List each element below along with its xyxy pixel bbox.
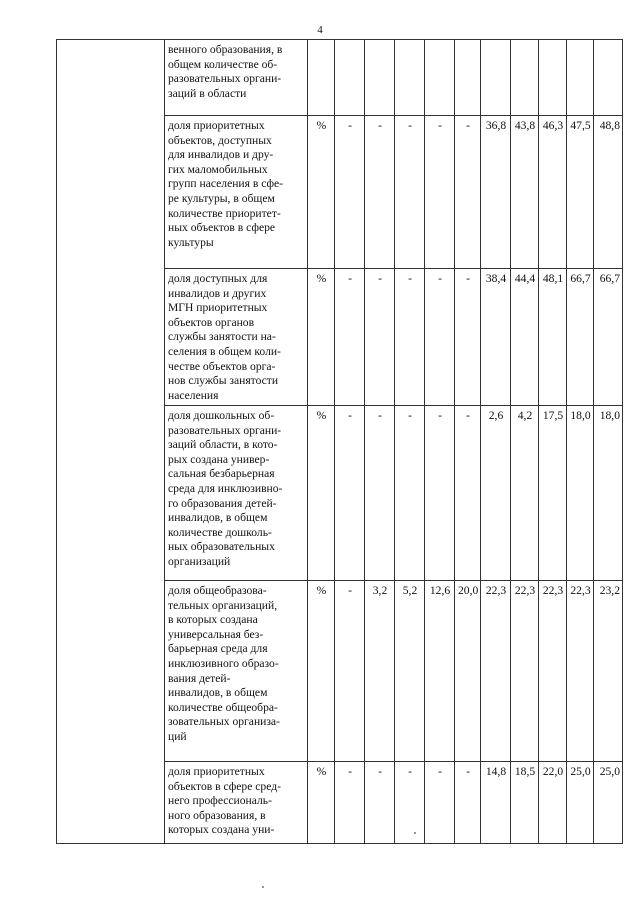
- value-cell: 38,4: [481, 269, 511, 406]
- value-cell: [539, 40, 567, 116]
- value-cell: [395, 40, 425, 116]
- value-cell: -: [365, 269, 395, 406]
- value-cell: 25,0: [594, 762, 623, 844]
- value-cell: -: [395, 762, 425, 844]
- unit-cell: %: [308, 762, 335, 844]
- value-cell: 36,8: [481, 116, 511, 269]
- indicator-cell: венного образования, в общем количестве об- разовательных органи- заций в области: [165, 40, 308, 116]
- value-cell: 23,2: [594, 581, 623, 762]
- value-cell: [365, 40, 395, 116]
- value-cell: -: [455, 406, 481, 581]
- unit-cell: %: [308, 116, 335, 269]
- value-cell: -: [365, 406, 395, 581]
- value-cell: [567, 40, 594, 116]
- unit-cell: %: [308, 581, 335, 762]
- value-cell: [425, 40, 455, 116]
- value-cell: 22,3: [481, 581, 511, 762]
- value-cell: 44,4: [511, 269, 539, 406]
- value-cell: -: [335, 406, 365, 581]
- value-cell: 3,2: [365, 581, 395, 762]
- unit-cell: %: [308, 406, 335, 581]
- value-cell: -: [425, 269, 455, 406]
- scan-speck: [262, 886, 264, 888]
- value-cell: [511, 40, 539, 116]
- value-cell: [455, 40, 481, 116]
- value-cell: -: [335, 116, 365, 269]
- value-cell: -: [365, 762, 395, 844]
- value-cell: -: [335, 581, 365, 762]
- value-cell: 17,5: [539, 406, 567, 581]
- value-cell: 14,8: [481, 762, 511, 844]
- value-cell: 22,3: [567, 581, 594, 762]
- value-cell: 18,5: [511, 762, 539, 844]
- value-cell: 48,8: [594, 116, 623, 269]
- indicator-cell: доля доступных для инвалидов и других МГН приоритетных объектов органов службы занятости на- селения в общем коли- честве объектов орга- нов службы занятости населения: [165, 269, 308, 406]
- value-cell: 48,1: [539, 269, 567, 406]
- indicator-cell: доля дошкольных об- разовательных органи- заций области, в кото- рых создана универ- сальная безбарьерная среда для инклюзивно- го образования детей- инвалидов, в общем количестве дошколь- ных образовательных организаций: [165, 406, 308, 581]
- page-number: 4: [317, 24, 323, 36]
- value-cell: 18,0: [567, 406, 594, 581]
- value-cell: 20,0: [455, 581, 481, 762]
- value-cell: [481, 40, 511, 116]
- value-cell: 4,2: [511, 406, 539, 581]
- value-cell: 22,0: [539, 762, 567, 844]
- value-cell: 12,6: [425, 581, 455, 762]
- value-cell: [335, 40, 365, 116]
- value-cell: -: [455, 762, 481, 844]
- value-cell: -: [395, 116, 425, 269]
- value-cell: -: [395, 269, 425, 406]
- indicators-table: [56, 39, 623, 844]
- value-cell: 5,2: [395, 581, 425, 762]
- value-cell: -: [425, 116, 455, 269]
- value-cell: 43,8: [511, 116, 539, 269]
- value-cell: -: [455, 269, 481, 406]
- value-cell: 46,3: [539, 116, 567, 269]
- scan-speck: [414, 832, 416, 834]
- value-cell: 25,0: [567, 762, 594, 844]
- value-cell: -: [425, 762, 455, 844]
- value-cell: -: [395, 406, 425, 581]
- value-cell: [594, 40, 623, 116]
- value-cell: 66,7: [594, 269, 623, 406]
- value-cell: -: [335, 762, 365, 844]
- table-row: [57, 40, 623, 116]
- value-cell: 66,7: [567, 269, 594, 406]
- indicator-cell: доля приоритетных объектов, доступных для инвалидов и дру- гих маломобильных групп населения в сфе- ре культуры, в общем количестве приоритет- ных объектов в сфере культуры: [165, 116, 308, 269]
- unit-cell: %: [308, 269, 335, 406]
- blank-left-cell: [57, 40, 165, 844]
- table-body: [57, 40, 623, 844]
- value-cell: 18,0: [594, 406, 623, 581]
- value-cell: -: [425, 406, 455, 581]
- value-cell: 2,6: [481, 406, 511, 581]
- indicator-cell: доля общеобразова- тельных организаций, в которых создана универсальная без- барьерная среда для инклюзивного образо- вания детей- инвалидов, в общем количестве общеобра- зовательных организа- ций: [165, 581, 308, 762]
- value-cell: -: [335, 269, 365, 406]
- indicator-cell: доля приоритетных объектов в сфере сред- него профессиональ- ного образования, в которых создана уни-: [165, 762, 308, 844]
- value-cell: 47,5: [567, 116, 594, 269]
- value-cell: -: [455, 116, 481, 269]
- value-cell: 22,3: [539, 581, 567, 762]
- value-cell: -: [365, 116, 395, 269]
- unit-cell: [308, 40, 335, 116]
- value-cell: 22,3: [511, 581, 539, 762]
